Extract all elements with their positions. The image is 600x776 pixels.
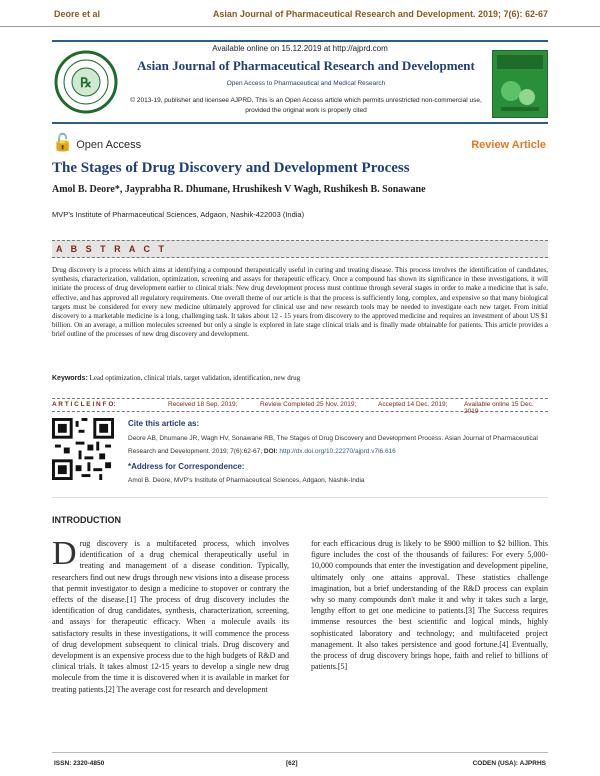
keywords-text: Lead optimization, clinical trials, target validation, identification, new drug xyxy=(89,374,301,382)
open-access-open: Open xyxy=(76,139,104,151)
doi-link[interactable]: http://dx.doi.org/10.22270/ajprd.v7i6.616 xyxy=(279,448,396,455)
journal-title: Asian Journal of Pharmaceutical Research and Development xyxy=(137,58,475,73)
abstract-text: Drug discovery is a process which aims at identifying a compound therapeutically useful in curing and treating disease. This process involves the identification of candidates, synthesis, characterization, validation, optimization, screening and assays for therapeutic efficacy. Once a compound has shown its significance in these investigations, it will initiate the process of drug development earlier to clinical trials. New drug development process must continue through several stages in order to make a medicine that is safe, effective, and has approved all regulatory requirements. One overall theme of our article is that the process is sufficiently long, complex, and expensive so that many biological targets must be considered for every new medicine ultimately approved for clinical use and new research tools may be needed to investigate each new target. From initial discovery to a marketable medicine is a long, challenging task. It takes about 12 - 15 years from discovery to the approved medicine and requires an investment of about US $1 billion. On an average, a million molecules screened but only a single is explored in late stage clinical trials and is finally made obtainable for patients. This article provides a brief outline of the processes of new drug discovery and development. xyxy=(52,266,548,339)
author-list: Amol B. Deore*, Jayprabha R. Dhumane, Hrushikesh V Wagh, Rushikesh B. Sonawane xyxy=(52,184,426,195)
journal-cover-image xyxy=(492,50,548,118)
citation-text: Deore AB, Dhumane JR, Wagh HV, Sonawane RB, The Stages of Drug Discovery and Development Process. Asian Journal of Pharmaceutical Research and Development. 2019; 7(6):62-67, xyxy=(128,435,538,455)
correspondence-heading: *Address for Correspondence: xyxy=(128,462,245,471)
keywords xyxy=(52,374,548,382)
qr-code[interactable] xyxy=(52,418,114,480)
doi-label: DOI: xyxy=(263,448,278,455)
received-date: Received 18 Sep. 2019; xyxy=(168,401,238,408)
journal-subtitle: Open Access to Pharmaceutical and Medical Research xyxy=(226,80,386,87)
citation xyxy=(128,432,548,458)
section-divider xyxy=(52,497,548,498)
article-info-label: A R T I C L E I N F O: xyxy=(52,401,116,408)
page-number: [62] xyxy=(286,760,298,767)
journal-seal-logo xyxy=(54,50,118,114)
review-date: Review Completed 25 Nov. 2019; xyxy=(260,401,357,408)
intro-left-text: rug discovery is a multifaceted process, which involves identification of a drug chemical therapeutically useful in treating and management of a disease condition. Typically, researchers find out new drugs through new visions into a disease process that permit investigator to design a medicine to stopover or contrary the effects of the disease.[1] The process of drug discovery includes the identification of drug candidates, synthesis, characterization, screening, and assays for therapeutic efficacy. When a molecule avails its satisfactory results in these investigations, it will commence the process of drug development subsequent to clinical trials. Drug discovery and development is an expensive process due to the high budgets of R&D and clinical trials. It takes almost 12-15 years to develop a single new drug molecule from the time it is discovered when it is available in market for treating patients.[2] The average cost for research and development xyxy=(52,539,289,694)
introduction-heading: INTRODUCTION xyxy=(52,515,121,525)
online-date: Available online 15 Dec. 2019 xyxy=(464,401,534,415)
abstract-heading: A B S T R A C T xyxy=(56,244,167,254)
intro-column-right: for each efficacious drug is likely to be $900 million to $2 billion. This figure includes the cost of the thousands of failures: For every 5,000-10,000 compounds that enter the investigation and development pipeline, ultimately only one attains approval. These statistics challenge imagination, but a brief understanding of the R&D process can explain why so many compounds don't make it and why it takes such a large, lengthy effort to get one medicine to patients.[3] The Success requires immense resources the best scientific and logical minds, highly sophisticated laboratory and technology; and multifaceted project management. It also takes persistence and good fortune.[4] Eventually, the process of drug discovery brings hope, faith and relief to billions of patients.[5] xyxy=(311,539,548,672)
open-access-access: Access xyxy=(105,139,142,151)
article-type: Review Article xyxy=(471,139,546,151)
correspondence-address: Amol B. Deore, MVP’s Institute of Pharmaceutical Sciences, Adgaon, Nashik-India xyxy=(128,477,365,484)
article-title: The Stages of Drug Discovery and Development Process xyxy=(52,160,410,176)
coden: CODEN (USA): AJPRHS xyxy=(472,760,546,767)
available-online: Available online on 15.12.2019 at http://ajprd.com xyxy=(212,44,388,53)
article-info xyxy=(52,398,548,415)
open-access-badge xyxy=(52,133,141,153)
issn: ISSN: 2320-4850 xyxy=(54,760,105,767)
keywords-label: Keywords: xyxy=(52,375,88,382)
running-head-journal: Asian Journal of Pharmaceutical Research and Development. 2019; 7(6): 62-67 xyxy=(212,9,548,19)
license-statement: © 2013-19, publisher and licensee AJPRD, This is an Open Access article which permits unrestricted non-commercial use, provided the original work is properly cited xyxy=(130,97,482,114)
running-head-authors: Deore et al xyxy=(54,9,101,19)
accepted-date: Accepted 14 Dec. 2019; xyxy=(378,401,448,408)
affiliation: MVP’s Institute of Pharmaceutical Sciences, Adgaon, Nashik-422003 (India) xyxy=(52,210,305,219)
svg-text:℞: ℞ xyxy=(80,75,92,90)
cite-heading: Cite this article as: xyxy=(128,419,200,428)
open-access-lock-icon: 🔓 xyxy=(52,133,74,152)
intro-column-left xyxy=(52,535,289,695)
abstract-heading-band xyxy=(52,240,548,258)
drop-cap: D xyxy=(52,535,77,572)
running-head xyxy=(0,0,600,27)
footer-rule xyxy=(52,752,548,753)
